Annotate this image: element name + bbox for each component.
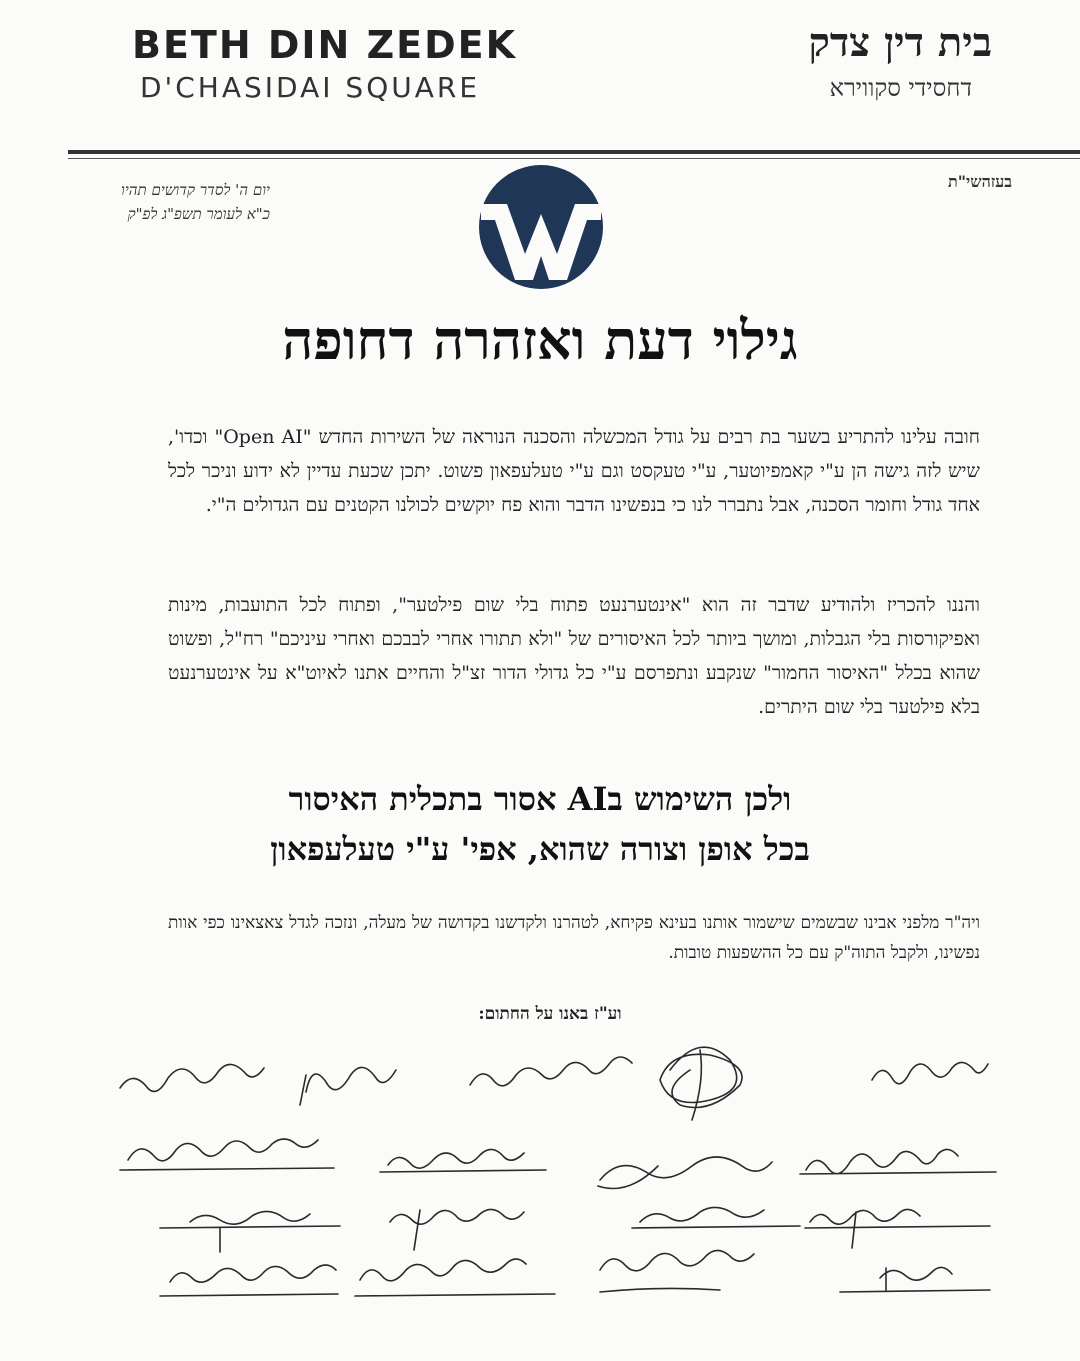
- signature: [800, 1149, 996, 1174]
- hebrew-court-name: בית דין צדק: [808, 19, 992, 66]
- paragraph-warning: חובה עלינו להתריע בשער בת רבים על גודל המכשלה והסכנה הנוראה של השירות החדש "Open AI" וכדו', שיש לזה גישה הן ע"י קאמפיוטער, ע"י טעקסט וגם ע"י טעלעפאון פשוט. יתכן שכעת עדיין לא ידוע וניכר לכל אחד גודל וחומר הסכנה, אבל נתברר לנו כי בנפשינו הדבר והוא פח יוקשים לכולנו הקטנים עם הגדולים ה"י.: [168, 426, 980, 516]
- header-divider-thick: [68, 150, 1080, 154]
- signature: [120, 1064, 264, 1091]
- signature: [120, 1139, 334, 1170]
- prohibition-line-1: ולכן השימוש בAI אסור בתכלית האיסור: [288, 780, 792, 818]
- document-title: גילוי דעת ואזהרה דחופה: [282, 308, 798, 372]
- paragraph-declaration-reason: והננו להכריז ולהודיע שדבר זה הוא "אינטערנעט פתוח בלי שום פילטער", ופתוח לכל התועבות, מינות ואפיקורסות בלי הגבלות, ומושך ביותר לכל האיסורים של "ולא תתורו אחרי לבבכם ואחרי עיניכם" רח"ל, ופשוט שהוא בכלל "האיסור החמור" שנקבע ונתפרסם ע"י כל גדולי הדור זצ"ל והחיים אתנו לאיוט"א על אינטערנעט בלא פילטער בלי שום היתרים.: [168, 594, 980, 718]
- signature: [872, 1062, 988, 1083]
- signature: [470, 1057, 632, 1086]
- signature: [160, 1265, 338, 1296]
- english-court-subtitle: D'CHASIDAI SQUARE: [140, 71, 481, 104]
- prohibition-statement: [200, 774, 880, 874]
- hebrew-court-subtitle: דחסידי סקווירא: [829, 74, 972, 102]
- prohibition-line-2: בכל אופן וצורה שהוא, אפי' ע"י טעלעפאון: [270, 830, 810, 868]
- date-line-2: כ"א לעומר תשפ"ג לפ"ק: [127, 205, 270, 223]
- signature: [600, 1250, 754, 1292]
- signature: [660, 1047, 742, 1120]
- signature: [300, 1067, 396, 1105]
- signature: [840, 1267, 990, 1292]
- hebrew-date: [70, 178, 270, 226]
- header-divider-thin: [68, 158, 1080, 159]
- hebrew-letterhead: [808, 18, 992, 108]
- english-court-name: BETH DIN ZEDEK: [132, 23, 518, 67]
- signature: [805, 1209, 990, 1248]
- signed-label: וע"ז באנו על החתום:: [478, 1004, 622, 1024]
- english-letterhead: [132, 22, 517, 108]
- signature: [355, 1259, 555, 1296]
- signature: [390, 1209, 524, 1250]
- date-line-1: יום ה' לסדר קדושים תהיו: [120, 181, 270, 199]
- signature: [160, 1211, 340, 1252]
- besd-heading: בעזהשי"ת: [947, 172, 1012, 191]
- paragraph-blessing: ויה"ר מלפני אבינו שבשמים שישמור אותנו בעינא פקיחא, לטהרנו ולקדשנו בקדושה של מעלה, ונזכה לגדל צאצאינו כפי אוות נפשינו, ולקבל התוה"ק עם כל ההשפעות טובות.: [168, 913, 980, 963]
- signature: [380, 1149, 546, 1172]
- signature: [632, 1207, 800, 1228]
- w-logo-icon: [477, 162, 605, 292]
- signature: [598, 1157, 772, 1189]
